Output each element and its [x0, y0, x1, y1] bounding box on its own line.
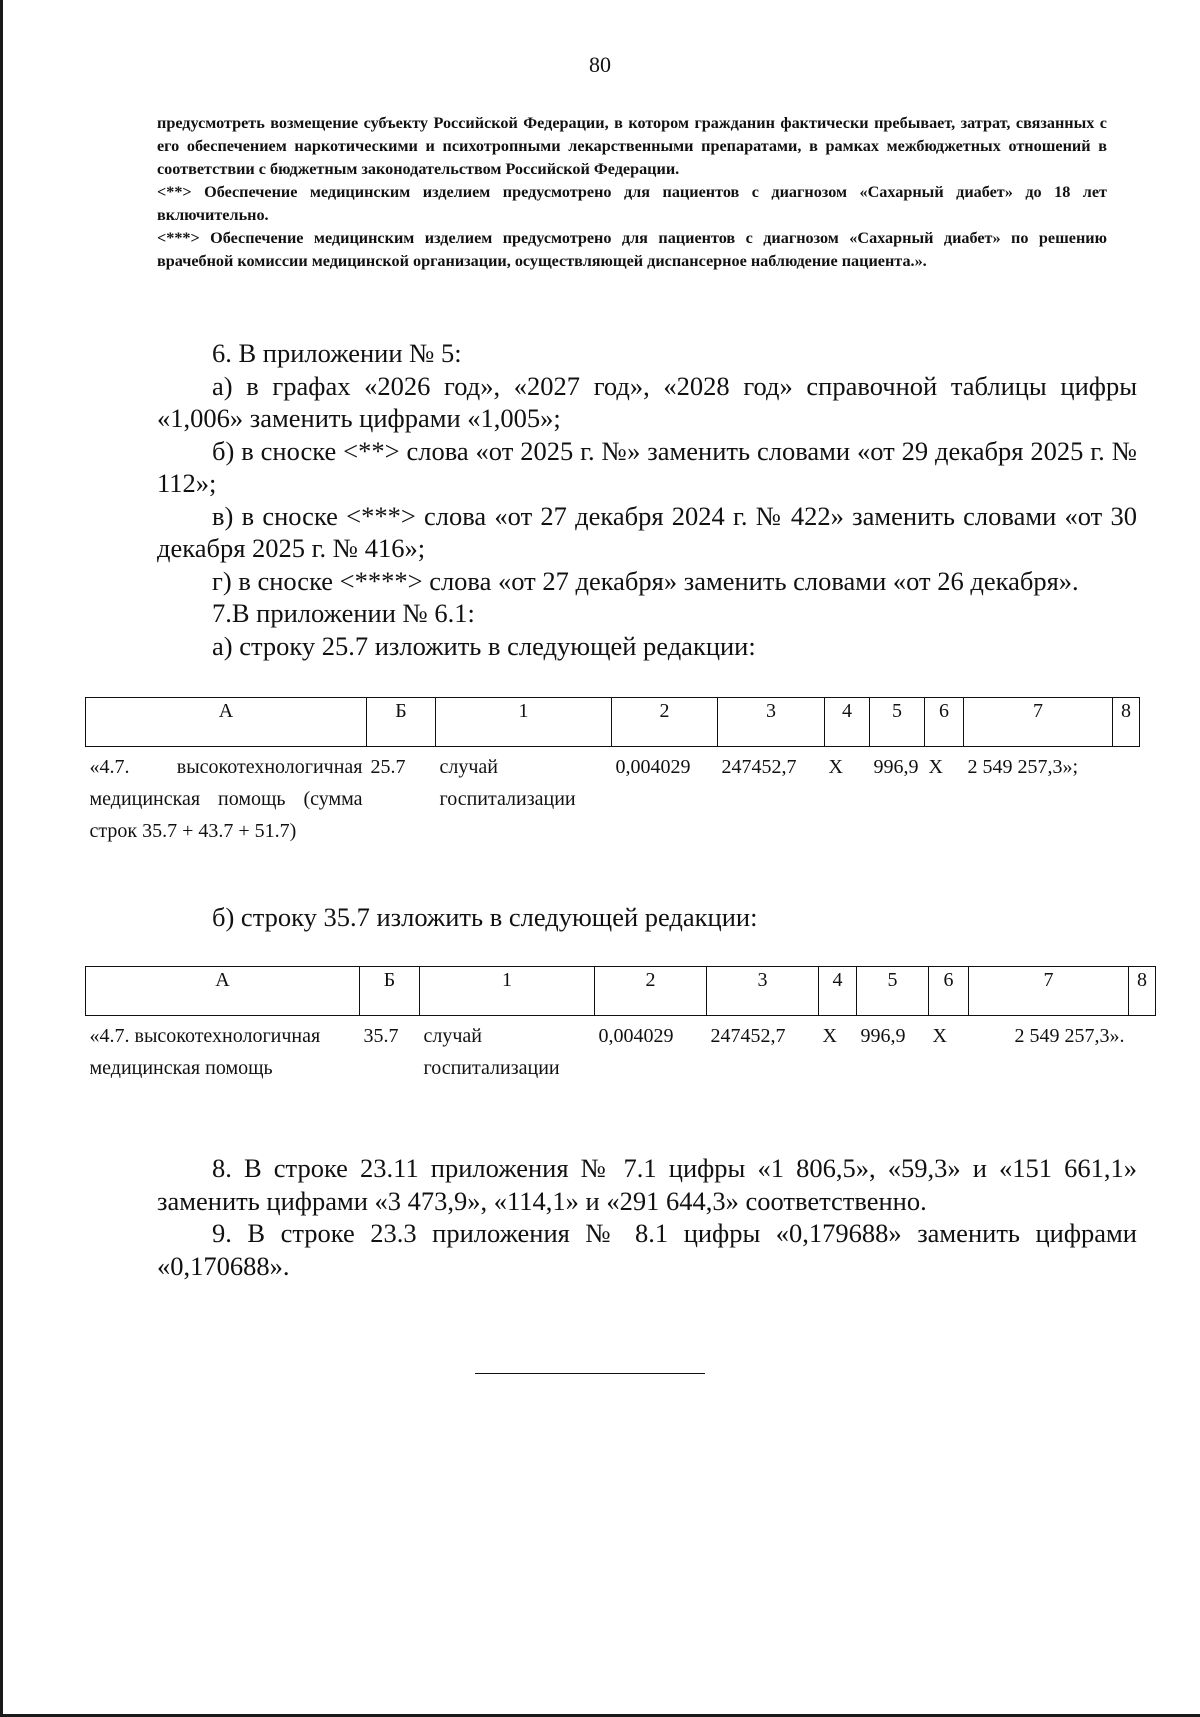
table-row	[86, 1016, 1156, 1089]
sections-8-9-block	[157, 1152, 1137, 1282]
cell-col7: 2 549 257,3».	[1014, 1025, 1125, 1047]
cell-col6: Х	[932, 1025, 947, 1047]
section-6-item-d: г) в сноске <****> слова «от 27 декабря» заменить словами «от 26 декабря».	[212, 565, 1079, 596]
col-header-3: 3	[718, 698, 825, 747]
cell-col2: 0,004029	[615, 756, 691, 778]
col-header-5: 5	[870, 698, 925, 747]
footnotes-block	[157, 112, 1107, 273]
table-header-row	[86, 967, 1156, 1016]
cell-col8	[1113, 747, 1140, 852]
cell-col7: 2 549 257,3»;	[967, 756, 1079, 778]
col-header-1: 1	[436, 698, 612, 747]
section-6-block	[157, 337, 1137, 662]
section-6-heading: 6. В приложении № 5:	[212, 338, 462, 368]
footnote-continuation: предусмотреть возмещение субъекту Российской Федерации, в котором гражданин фактически пребывает, затрат, связанных с его обеспечением наркотическими и психотропными лекарственными препаратами, в рамках межбюджетных отношений в соответствии с бюджетным законодательством Российской Федерации.	[157, 114, 1107, 178]
col-header-1: 1	[420, 967, 595, 1016]
cell-code: 35.7	[363, 1025, 399, 1047]
table-header-row	[86, 698, 1140, 747]
col-header-2: 2	[595, 967, 707, 1016]
cell-col3: 247452,7	[721, 756, 797, 778]
col-header-4: 4	[819, 967, 857, 1016]
cell-col6: Х	[928, 756, 943, 778]
cell-col8	[1129, 1016, 1156, 1089]
cell-name: «4.7. высокотехнологичная медицинская помощь (сумма строк 35.7 + 43.7 + 51.7)	[89, 756, 363, 842]
col-header-8: 8	[1129, 967, 1156, 1016]
col-header-b: Б	[367, 698, 436, 747]
cell-code: 25.7	[370, 756, 406, 778]
cell-unit: случай госпитализации	[423, 1025, 560, 1079]
col-header-a: А	[86, 967, 360, 1016]
col-header-3: 3	[707, 967, 819, 1016]
scan-border-left	[0, 0, 3, 1717]
section-6-item-a: а) в графах «2026 год», «2027 год», «2028 год» справочной таблицы цифры «1,006» заменить цифрами «1,005»;	[157, 370, 1137, 433]
cell-col4: Х	[822, 1025, 837, 1047]
table-row	[86, 747, 1140, 852]
col-header-6: 6	[929, 967, 969, 1016]
cell-col4: Х	[828, 756, 843, 778]
section-8: 8. В строке 23.11 приложения № 7.1 цифры «1 806,5», «59,3» и «151 661,1» заменить цифрами «3 473,9», «114,1» и «291 644,3» соответственно.	[157, 1153, 1137, 1216]
section-7-heading: 7.В приложении № 6.1:	[212, 598, 475, 628]
section-6-item-b: б) в сноске <**> слова «от 2025 г. №» заменить словами «от 29 декабря 2025 г. № 112»;	[157, 435, 1137, 498]
col-header-7: 7	[964, 698, 1113, 747]
col-header-8: 8	[1113, 698, 1140, 747]
col-header-4: 4	[825, 698, 870, 747]
cell-name: «4.7. высокотехнологичная медицинская помощь	[89, 1025, 321, 1079]
col-header-5: 5	[857, 967, 929, 1016]
col-header-a: А	[86, 698, 367, 747]
table-row-35-7	[85, 966, 1156, 1088]
cell-col5: 996,9	[873, 756, 919, 778]
col-header-7: 7	[969, 967, 1129, 1016]
cell-col2: 0,004029	[598, 1025, 674, 1047]
end-separator-line	[475, 1373, 705, 1374]
page-number: 80	[589, 52, 611, 77]
section-7-item-a-intro: а) строку 25.7 изложить в следующей редакции:	[212, 630, 756, 661]
cell-unit: случай госпитализации	[439, 756, 576, 810]
section-7-item-b-block	[157, 901, 1137, 934]
section-6-item-c: в) в сноске <***> слова «от 27 декабря 2024 г. № 422» заменить словами «от 30 декабря 2025 г. № 416»;	[157, 500, 1137, 563]
footnote-triple-star: <***> Обеспечение медицинским изделием предусмотрено для пациентов с диагнозом «Сахарный диабет» по решению врачебной комиссии медицинской организации, осуществляющей диспансерное наблюдение пациента.».	[157, 229, 1107, 270]
col-header-b: Б	[360, 967, 420, 1016]
table-row-25-7	[85, 697, 1140, 851]
cell-col3: 247452,7	[710, 1025, 786, 1047]
col-header-6: 6	[925, 698, 964, 747]
cell-col5: 996,9	[860, 1025, 906, 1047]
section-7-item-b-intro: б) строку 35.7 изложить в следующей редакции:	[212, 902, 758, 932]
footnote-double-star: <**> Обеспечение медицинским изделием предусмотрено для пациентов с диагнозом «Сахарный диабет» до 18 лет включительно.	[157, 183, 1107, 224]
col-header-2: 2	[612, 698, 718, 747]
section-9: 9. В строке 23.3 приложения № 8.1 цифры «0,179688» заменить цифрами «0,170688».	[157, 1218, 1137, 1281]
